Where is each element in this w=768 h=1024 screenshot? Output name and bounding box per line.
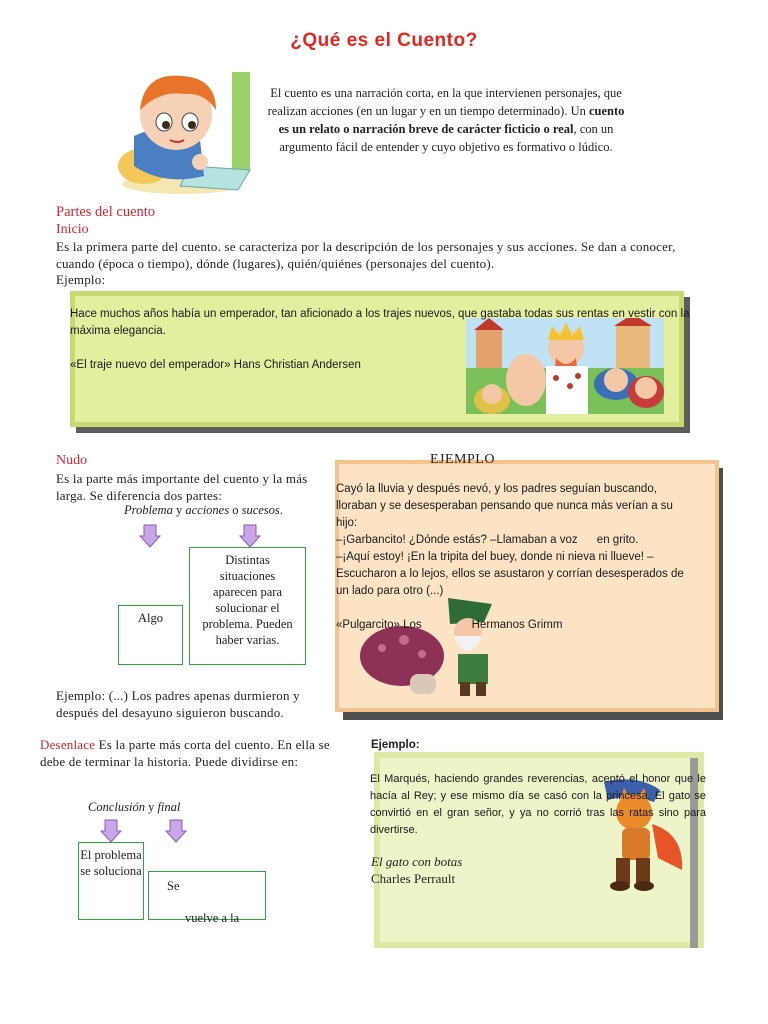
nudo-example-line: hijo:: [336, 517, 358, 529]
desenlace-part-conclusion: Conclusión: [88, 800, 145, 814]
nudo-box-acciones: Distintas situaciones aparecen para solucionar el problema. Pueden haber varias.: [189, 547, 306, 665]
nudo-part-y: y: [172, 503, 186, 517]
nudo-example-source: [336, 617, 722, 634]
desenlace-example-title: El gato con botas: [371, 854, 463, 869]
inicio-ejemplo-label: Ejemplo:: [56, 272, 106, 287]
nudo-part-acciones: acciones: [185, 503, 230, 517]
arrow-down-icon: [100, 819, 122, 843]
intro-paragraph: [262, 84, 630, 156]
desenlace-box-final-bottom: vuelve a la: [185, 911, 240, 925]
nudo-example-line: Cayó la lluvia y después nevó, y los padres seguían buscando,: [336, 483, 657, 495]
page-title: ¿Qué es el Cuento?: [290, 30, 478, 51]
desenlace-example-text: El Marqués, haciendo grandes reverencias, aceptó el honor que le hacía al Rey; y ese mismo día se casó con la princesa. El gato se convirtió en el gran señor, y ya no corrió tras las ratas sino para divertirse.: [370, 773, 706, 836]
nudo-example-line: lloraban y se desesperaban pensando que nunca más verían a su: [336, 500, 673, 512]
arrow-down-icon: [239, 524, 261, 548]
nudo-part-sucesos: sucesos: [241, 503, 280, 517]
desenlace-description: [40, 736, 344, 770]
inicio-example-text: Hace muchos años había un emperador, tan aficionado a los trajes nuevos, que gastaba todas sus rentas en vestir con la máxima elegancia.: [70, 308, 690, 337]
intro-bold-definition: cuento es un relato o narración breve de carácter ficticio o real: [278, 104, 625, 136]
desenlace-part-y: y: [144, 800, 158, 814]
inicio-example-text-block: [70, 306, 692, 374]
nudo-example-text-block: [336, 481, 722, 634]
inicio-description: Es la primera parte del cuento. se caracteriza por la descripción de los personajes y sus acciones. Se dan a conocer, cuando (época o tiempo), dónde (lugares), quién/quiénes (personajes del cuento).: [56, 239, 676, 271]
desenlace-parts-line: [88, 800, 180, 815]
desenlace-box-final-top: Se: [167, 879, 180, 893]
nudo-example-line: Escucharon a lo lejos, ellos se asustaron y corrían desesperados de: [336, 568, 684, 580]
desenlace-part-final: final: [157, 800, 181, 814]
nudo-source-part-b: Hermanos Grimm: [471, 619, 563, 631]
desenlace-ejemplo-label: Ejemplo:: [371, 739, 420, 751]
section-heading-inicio: Inicio: [56, 222, 89, 237]
desenlace-example-attribution: [371, 853, 462, 887]
nudo-example-heading: EJEMPLO: [430, 452, 495, 467]
intro-text-2: , con un argumento fácil de entender y cuyo objetivo es formativo o lúdico.: [279, 122, 614, 154]
nudo-example-line: –¡Garbancito! ¿Dónde estás? –Llamaban a voz en grito.: [336, 534, 639, 546]
desenlace-example-author: Charles Perrault: [371, 871, 456, 886]
nudo-parts-line: [124, 503, 283, 518]
arrow-down-icon: [165, 819, 187, 843]
nudo-box-problema: Algo: [118, 605, 183, 665]
nudo-ejemplo-text: Ejemplo: (...) Los padres apenas durmieron y después del desayuno siguieron buscando.: [56, 688, 300, 720]
inicio-example-source: «El traje nuevo del emperador» Hans Christian Andersen: [70, 359, 361, 371]
boy-reading-illustration: [104, 66, 256, 196]
desenlace-box-conclusion: El problema se soluciona: [78, 842, 144, 920]
nudo-part-problema: Problema: [124, 503, 173, 517]
desenlace-text: Es la parte más corta del cuento. En ella se debe de terminar la historia. Puede dividirse en:: [40, 737, 330, 769]
desenlace-box-final: [148, 871, 266, 925]
nudo-source-part-a: «Pulgarcito» Los: [336, 619, 422, 631]
nudo-part-dot: .: [279, 503, 283, 517]
nudo-part-o: o: [229, 503, 242, 517]
intro-text-1: El cuento es una narración corta, en la que intervienen personajes, que realizan acciones (en un lugar y en un tiempo determinado). Un: [267, 86, 622, 118]
section-heading-nudo: Nudo: [56, 453, 88, 468]
nudo-example-line: –¡Aquí estoy! ¡En la tripita del buey, donde ni nieva ni llueve! –: [336, 551, 654, 563]
arrow-down-icon: [139, 524, 161, 548]
section-heading-desenlace: Desenlace: [40, 737, 96, 752]
section-heading-partes: Partes del cuento: [56, 204, 156, 220]
nudo-example-line: un lado para otro (...): [336, 585, 444, 597]
nudo-description: Es la parte más importante del cuento y la más larga. Se diferencia dos partes:: [56, 471, 308, 503]
